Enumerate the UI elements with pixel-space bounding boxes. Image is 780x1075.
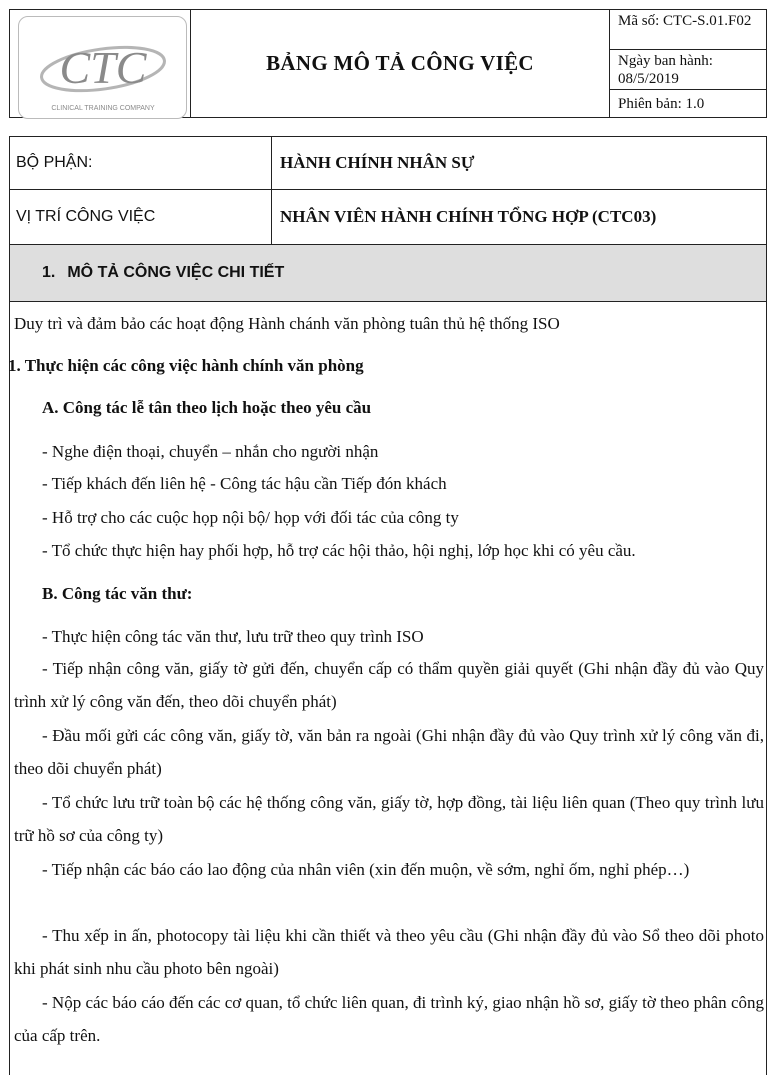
document-code: Mã số: CTC-S.01.F02 [610,10,766,50]
ctc-logo-icon [19,17,186,118]
dept-row [10,137,766,190]
list-item: - Tiếp nhận các báo cáo lao động của nhân viên (xin đến muộn, về sớm, nghỉ ốm, nghỉ phép…) [42,860,690,879]
list-item: - Tiếp khách đến liên hệ - Công tác hậu cần Tiếp đón khách [42,474,447,493]
list-item: - Hỗ trợ cho các cuộc họp nội bộ/ họp với đối tác của công ty [42,508,459,527]
list-item: - Đầu mối gửi các công văn, giấy tờ, văn bản ra ngoài (Ghi nhận đầy đủ vào Quy trình xử lý công văn đi, theo dõi chuyển phát) [14,726,764,778]
document-header [9,9,767,118]
document-title: BẢNG MÔ TẢ CÔNG VIỆC [191,10,610,117]
intro-text: Duy trì và đảm bảo các hoạt động Hành chánh văn phòng tuân thủ hệ thống ISO [14,314,560,333]
issue-date: Ngày ban hành: 08/5/2019 [610,50,766,90]
right-border [766,302,767,1075]
logo-cell [10,10,191,117]
heading-office-tasks: 1. Thực hiện các công việc hành chính văn phòng [8,356,364,375]
position-row [10,190,766,245]
list-item: - Nộp các báo cáo đến các cơ quan, tổ chức liên quan, đi trình ký, giao nhận hồ sơ, giấy tờ theo phân công của cấp trên. [14,993,764,1045]
list-item: - Tổ chức thực hiện hay phối hợp, hỗ trợ các hội thảo, hội nghị, lớp học khi có yêu cầu. [42,541,636,560]
logo-subtitle: CLINICAL TRAINING COMPANY [51,105,155,112]
left-border [9,302,10,1075]
section-number: 1. [42,264,56,281]
info-table [9,136,767,302]
position-label: VỊ TRÍ CÔNG VIỆC [10,190,272,244]
list-item: - Tiếp nhận công văn, giấy tờ gửi đến, chuyển cấp có thẩm quyền giải quyết (Ghi nhận đầy đủ vào Quy trình xử lý công văn đến, theo dõi chuyển phát) [14,659,764,711]
subheading-clerical: B. Công tác văn thư: [42,584,193,603]
dept-label: BỘ PHẬN: [10,137,272,189]
company-logo [18,16,187,119]
version: Phiên bản: 1.0 [618,95,705,112]
position-value: NHÂN VIÊN HÀNH CHÍNH TỔNG HỢP (CTC03) [280,207,657,226]
logo-text: CTC [59,42,147,93]
list-item: - Thực hiện công tác văn thư, lưu trữ theo quy trình ISO [42,627,424,646]
document-meta [610,10,766,117]
section-heading [10,245,766,301]
list-item: - Nghe điện thoại, chuyển – nhắn cho người nhận [42,442,379,461]
list-item: - Thu xếp in ấn, photocopy tài liệu khi cần thiết và theo yêu cầu (Ghi nhận đầy đủ vào Sổ theo dõi photo khi phát sinh nhu cầu photo bên ngoài) [14,926,764,978]
subheading-reception: A. Công tác lễ tân theo lịch hoặc theo yêu cầu [42,398,372,417]
dept-value: HÀNH CHÍNH NHÂN SỰ [280,153,475,172]
list-item: - Tổ chức lưu trữ toàn bộ các hệ thống công văn, giấy tờ, hợp đồng, tài liệu liên quan (Theo quy trình lưu trữ hồ sơ của công ty) [14,793,764,845]
section-title: MÔ TẢ CÔNG VIỆC CHI TIẾT [67,264,285,281]
